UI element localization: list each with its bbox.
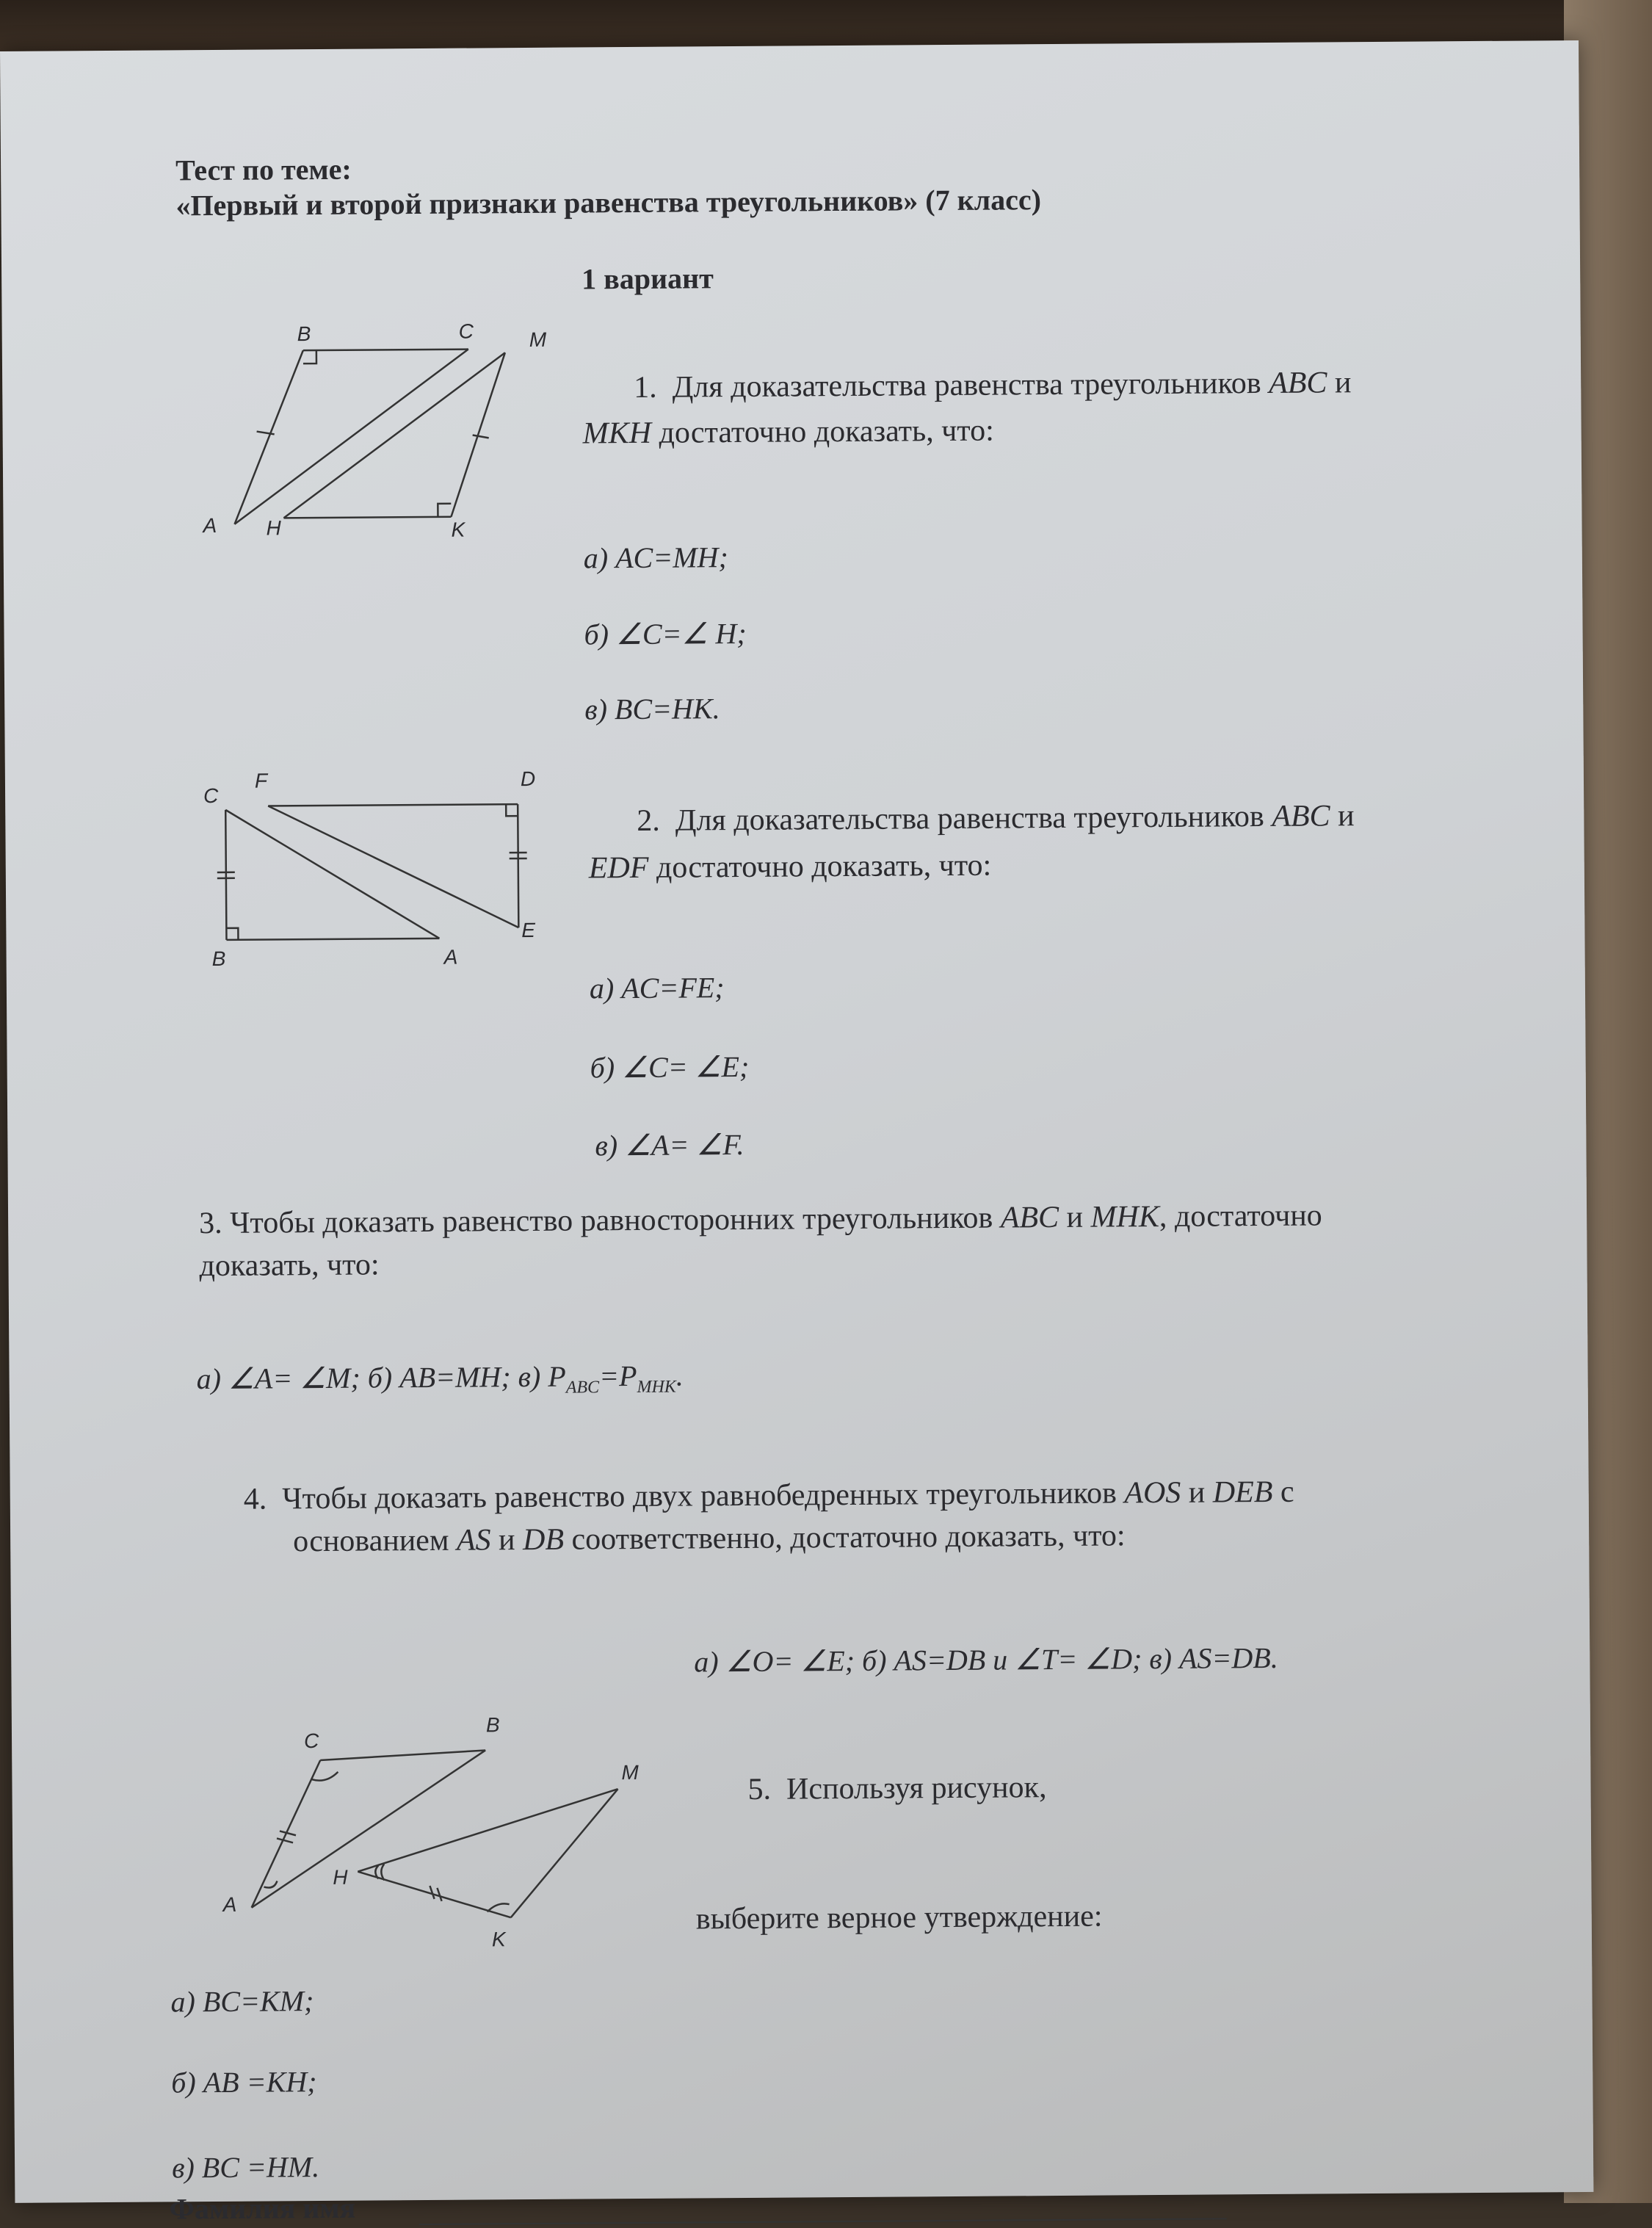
fig5-label-b: B bbox=[486, 1713, 500, 1737]
q1-line1: 1. Для доказательства равенства треугольников ABC и bbox=[634, 365, 1352, 405]
q4-line1: 4. Чтобы доказать равенство двух равнобедренных треугольников AOS и DEB с bbox=[244, 1475, 1294, 1517]
header-line1: Тест по теме: bbox=[175, 152, 352, 188]
q3-line2: доказать, что: bbox=[199, 1247, 379, 1284]
q2-option-a: а) AC=FE; bbox=[590, 970, 725, 1005]
name-label: Фамилия имя bbox=[169, 2191, 355, 2227]
q4-line2: основанием AS и DB соответственно, достаточно доказать, что: bbox=[293, 1518, 1126, 1559]
header-line2: «Первый и второй признаки равенства треугольников» (7 класс) bbox=[175, 182, 1041, 223]
q5-line2: выберите верное утверждение: bbox=[696, 1899, 1103, 1937]
q1-option-b: б) ∠C=∠ H; bbox=[584, 616, 746, 652]
fig1-label-h: H bbox=[266, 516, 280, 540]
q1-line2: MKH достаточно доказать, что: bbox=[582, 413, 993, 452]
fig5-label-m: M bbox=[621, 1761, 639, 1784]
fig1-label-a: A bbox=[203, 514, 217, 538]
fig2-label-d: D bbox=[521, 767, 535, 791]
figure-q2 bbox=[203, 775, 557, 961]
fig2-label-f: F bbox=[255, 769, 267, 792]
figure-q1 bbox=[200, 319, 554, 542]
fig2-label-b: B bbox=[212, 947, 226, 971]
q1-option-a: а) AC=MH; bbox=[584, 540, 728, 575]
fig5-label-c: C bbox=[304, 1729, 319, 1753]
q4-options: а) ∠O= ∠E; б) AS=DB и ∠T= ∠D; в) AS=DB. bbox=[694, 1641, 1278, 1679]
q2-line1: 2. Для доказательства равенства треугольников ABC и bbox=[637, 798, 1355, 839]
variant-label: 1 вариант bbox=[582, 261, 714, 296]
fig2-label-e: E bbox=[521, 919, 535, 942]
q2-line2: EDF достаточно доказать, что: bbox=[589, 848, 992, 886]
q5-line1: 5. Используя рисунок, bbox=[747, 1770, 1046, 1807]
q5-option-c: в) BC =HM. bbox=[172, 2149, 319, 2185]
figure-q5 bbox=[217, 1721, 659, 1945]
fig1-label-b: B bbox=[297, 322, 311, 346]
fig2-label-c: C bbox=[203, 784, 218, 808]
q3-options: а) ∠A= ∠M; б) AB=MH; в) $P_{ABC}=P_{MHK}$. bbox=[196, 1359, 684, 1401]
fig5-label-h: H bbox=[333, 1866, 347, 1889]
fig1-label-m: M bbox=[529, 328, 547, 352]
fig2-label-a: A bbox=[444, 946, 458, 969]
q5-option-b: б) AB =KH; bbox=[171, 2064, 317, 2099]
fig1-label-k: K bbox=[451, 518, 465, 542]
q1-option-c: в) BC=HK. bbox=[584, 691, 720, 726]
fig5-label-k: K bbox=[492, 1928, 506, 1951]
fig1-label-c: C bbox=[459, 320, 474, 344]
test-sheet bbox=[0, 40, 1593, 2203]
q3-line1: 3. Чтобы доказать равенство равносторонних треугольников ABC и MHK, достаточно bbox=[199, 1198, 1322, 1241]
q5-option-a: а) BC=KM; bbox=[170, 1983, 314, 2019]
name-line[interactable] bbox=[419, 2218, 1227, 2225]
q2-option-c: в) ∠A= ∠F. bbox=[595, 1127, 744, 1162]
q2-option-b: б) ∠C= ∠E; bbox=[590, 1049, 750, 1085]
fig5-label-a: A bbox=[223, 1893, 237, 1917]
